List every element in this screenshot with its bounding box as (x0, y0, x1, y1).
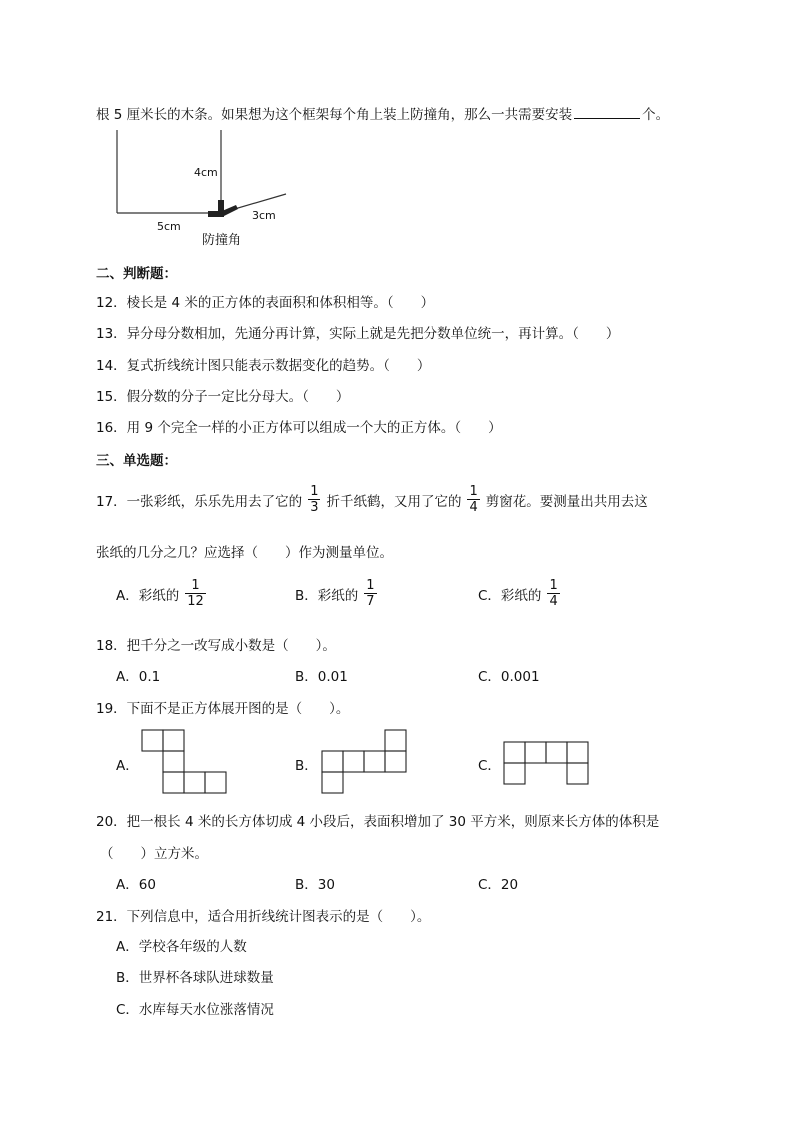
option-label: B．彩纸的 (295, 587, 359, 604)
question-14: 14．复式折线统计图只能表示数据变化的趋势。（ ） (96, 358, 431, 374)
question-17-part-3: 剪窗花。要测量出共用去这 (485, 493, 648, 510)
question-16: 16．用 9 个完全一样的小正方体可以组成一个大的正方体。（ ） (96, 420, 502, 436)
question-18: 18．把千分之一改写成小数是（ ）。 (96, 638, 336, 654)
option-20-c[interactable]: C．20 (478, 877, 519, 893)
question-15: 15．假分数的分子一定比分母大。（ ） (96, 389, 350, 405)
option-20-a[interactable]: A．60 (116, 877, 156, 893)
fraction-numerator: 1 (191, 578, 200, 593)
question-20-line-2: （ ）立方米。 (100, 846, 208, 862)
section-2-title: 二、判断题： (96, 266, 177, 282)
label-depth: 3cm (252, 209, 276, 222)
option-21-b[interactable]: B．世界杯各球队进球数量 (116, 970, 274, 986)
fraction-denominator: 7 (366, 594, 375, 609)
fraction-numerator: 1 (469, 484, 478, 499)
option-19-c[interactable]: C． (478, 758, 501, 774)
option-label: A．彩纸的 (116, 587, 180, 604)
question-11-text-before: 根 5 厘米长的木条。如果想为这个框架每个角上装上防撞角，那么一共需要安装 (96, 107, 573, 123)
option-19-a[interactable]: A． (116, 758, 139, 774)
option-19-b[interactable]: B． (295, 758, 318, 774)
question-21: 21．下列信息中，适合用折线统计图表示的是（ ）。 (96, 909, 431, 925)
label-corner-guard: 防撞角 (202, 233, 242, 248)
option-18-a[interactable]: A．0.1 (116, 669, 161, 685)
label-height: 4cm (194, 166, 218, 179)
question-12: 12．棱长是 4 米的正方体的表面积和体积相等。（ ） (96, 295, 435, 311)
fraction-numerator: 1 (310, 484, 319, 499)
fraction-numerator: 1 (549, 578, 558, 593)
option-21-a[interactable]: A．学校各年级的人数 (116, 939, 247, 955)
question-19: 19．下面不是正方体展开图的是（ ）。 (96, 701, 350, 717)
option-21-c[interactable]: C．水库每天水位涨落情况 (116, 1002, 274, 1018)
fraction-numerator: 1 (366, 578, 375, 593)
option-label: C．彩纸的 (478, 587, 542, 604)
question-17-part-2: 折千纸鹤，又用了它的 (326, 493, 462, 510)
label-width: 5cm (157, 220, 181, 233)
option-20-b[interactable]: B．30 (295, 877, 335, 893)
section-3-title: 三、单选题： (96, 453, 177, 469)
question-20-line-1: 20．把一根长 4 米的长方体切成 4 小段后，表面积增加了 30 平方米，则原来长方体的体积是 (96, 814, 660, 830)
question-13: 13．异分母分数相加，先通分再计算，实际上就是先把分数单位统一，再计算。（ ） (96, 326, 620, 342)
fraction-denominator: 3 (310, 500, 319, 515)
question-11-text-after: 个。 (642, 107, 670, 123)
fraction-denominator: 4 (469, 500, 478, 515)
option-18-c[interactable]: C．0.001 (478, 669, 540, 685)
fraction-denominator: 12 (187, 594, 204, 609)
option-18-b[interactable]: B．0.01 (295, 669, 348, 685)
question-17-line-2: 张纸的几分之几？应选择（ ）作为测量单位。 (96, 545, 393, 561)
fraction-denominator: 4 (549, 594, 558, 609)
question-17-part-1: 17．一张彩纸，乐乐先用去了它的 (96, 493, 303, 510)
